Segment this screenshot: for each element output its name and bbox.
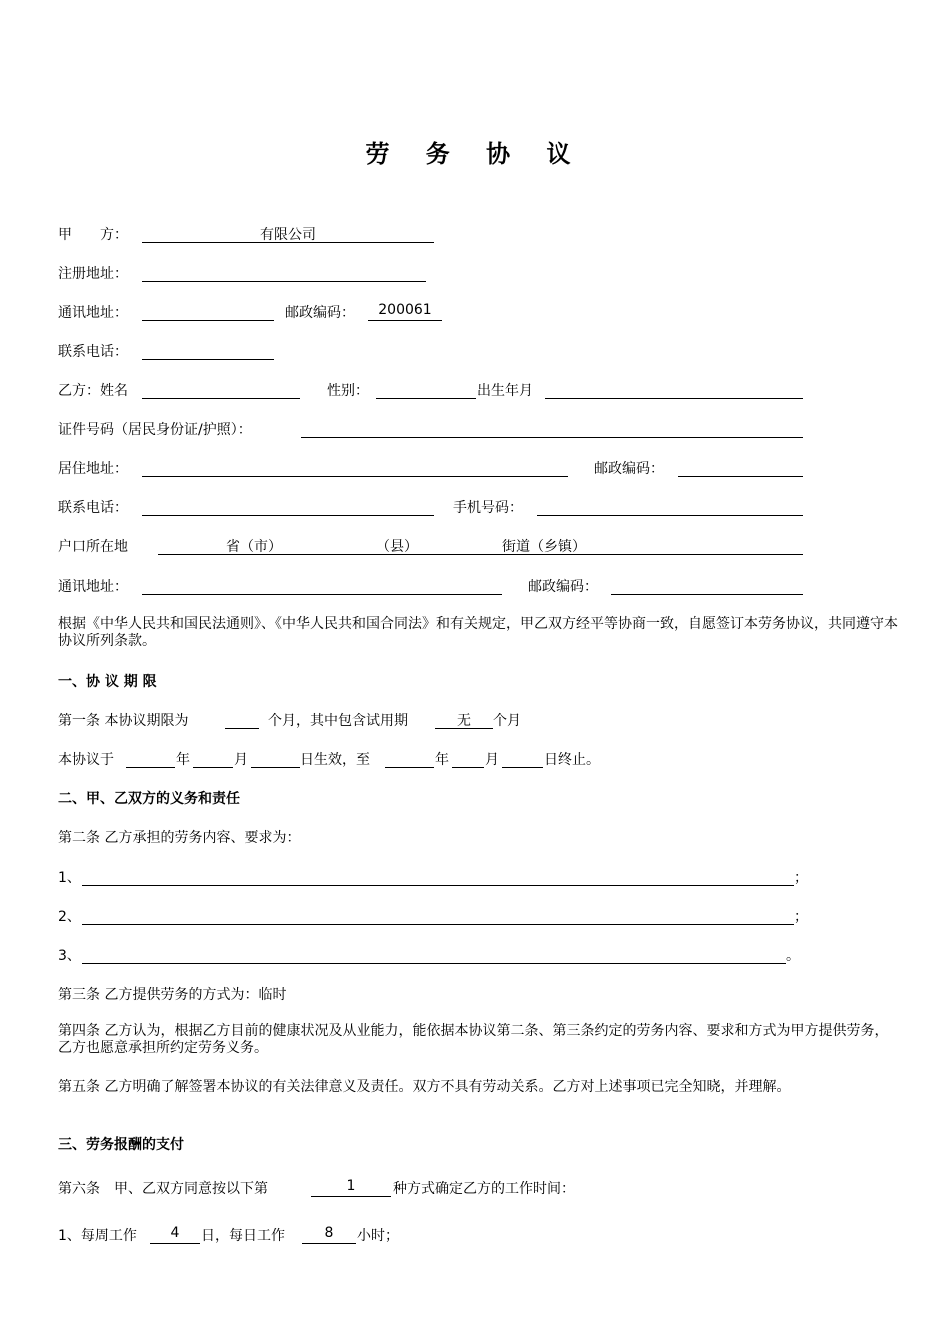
section1-heading: 一、协 议 期 限 [58,674,157,690]
end-day-label: 日终止。 [544,752,600,768]
party-a-phone-field[interactable] [142,341,274,360]
art6-text-b: 种方式确定乙方的工作时间： [393,1181,575,1197]
trial-period-value: 无 [457,713,471,729]
end-month-field[interactable] [452,749,484,768]
party-a-zip-label: 邮政编码： [285,305,355,321]
art6-option-field[interactable] [311,1178,391,1197]
party-b-street-label: 街道（乡镇） [502,539,586,555]
document-title: 劳 务 协 议 [365,140,585,168]
trial-period-field[interactable] [435,710,493,729]
art6-text-a: 第六条 甲、乙双方同意按以下第 [58,1181,268,1197]
party-b-mail-addr-field[interactable] [142,576,502,595]
party-b-county-label: （县） [376,539,418,555]
art1-text-a: 第一条 本协议期限为 [58,713,189,729]
duty-item-1-label: 1、 [58,870,81,886]
start-day-label: 日生效，至 [300,752,370,768]
art2-text: 第二条 乙方承担的劳务内容、要求为： [58,830,301,846]
party-b-phone-label: 联系电话： [58,500,128,516]
duty-item-3-label: 3、 [58,948,81,964]
party-b-birth-label: 出生年月 [477,383,533,399]
end-day-field[interactable] [502,749,543,768]
art1-text-b: 个月，其中包含试用期 [268,713,408,729]
section3-heading: 三、劳务报酬的支付 [58,1137,184,1153]
party-a-name-label: 甲 方： [58,227,128,243]
art6-option-value: 1 [346,1178,356,1194]
start-year-label: 年 [176,752,190,768]
party-b-name-label: 乙方：姓名 [58,383,128,399]
party-a-reg-addr-label: 注册地址： [58,266,128,282]
duty-item-1-end: ； [794,870,808,886]
party-b-id-field[interactable] [301,419,803,438]
opt1-text-a: 1、每周工作 [58,1228,137,1244]
opt1-text-b: 日，每日工作 [201,1228,285,1244]
party-a-reg-addr-field[interactable] [142,263,426,282]
opt1-days-value: 4 [170,1225,180,1241]
end-year-field[interactable] [385,749,434,768]
art3-text: 第三条 乙方提供劳务的方式为：临时 [58,987,287,1003]
party-b-gender-label: 性别： [327,383,369,399]
party-a-mail-addr-field[interactable] [142,302,274,321]
duty-item-2-field[interactable] [82,906,794,925]
start-year-field[interactable] [126,749,175,768]
end-month-label: 月 [485,752,499,768]
party-b-phone-field[interactable] [142,497,434,516]
party-b-birth-field[interactable] [545,380,803,399]
party-b-province-label: 省（市） [226,539,282,555]
party-a-phone-label: 联系电话： [58,344,128,360]
duty-item-3-end: 。 [786,948,800,964]
party-b-zip-field[interactable] [678,458,803,477]
party-b-mobile-label: 手机号码： [453,500,523,516]
party-b-mobile-field[interactable] [537,497,803,516]
start-month-label: 月 [234,752,248,768]
opt1-days-field[interactable] [150,1225,200,1244]
party-b-name-field[interactable] [142,380,300,399]
party-a-zip-field[interactable] [368,302,442,321]
end-year-label: 年 [435,752,449,768]
party-b-zip-label: 邮政编码： [594,461,664,477]
duty-item-2-label: 2、 [58,909,81,925]
effective-text: 本协议于 [58,752,114,768]
start-day-field[interactable] [251,749,300,768]
duty-item-2-end: ； [794,909,808,925]
intro-paragraph: 根据《中华人民共和国民法通则》、《中华人民共和国合同法》和有关规定，甲乙双方经平等协商一致，自愿签订本劳务协议，共同遵守本协议所列条款。 [58,616,898,649]
party-a-name-value: 有限公司 [260,227,316,243]
party-b-gender-field[interactable] [376,380,476,399]
party-b-home-addr-label: 居住地址： [58,461,128,477]
art4-paragraph: 第四条 乙方认为，根据乙方目前的健康状况及从业能力，能依据本协议第二条、第三条约定的劳务内容、要求和方式为甲方提供劳务，乙方也愿意承担所约定劳务义务。 [58,1023,889,1056]
party-b-id-label: 证件号码（居民身份证/护照）： [58,422,252,438]
party-a-name-field[interactable] [142,224,434,243]
duty-item-3-field[interactable] [82,945,786,964]
opt1-hours-field[interactable] [302,1225,356,1244]
opt1-hours-value: 8 [324,1225,334,1241]
start-month-field[interactable] [193,749,233,768]
party-a-zip-value: 200061 [378,302,432,318]
art5-paragraph: 第五条 乙方明确了解签署本协议的有关法律意义及责任。双方不具有劳动关系。乙方对上述事项已完全知晓，并理解。 [58,1079,791,1095]
party-b-home-addr-field[interactable] [142,458,568,477]
art1-text-c: 个月 [493,713,521,729]
opt1-text-c: 小时； [357,1228,399,1244]
party-b-hukou-label: 户口所在地 [58,539,128,555]
party-b-zip2-field[interactable] [611,576,803,595]
party-a-mail-addr-label: 通讯地址： [58,305,128,321]
section2-heading: 二、甲、乙双方的义务和责任 [58,791,240,807]
duty-item-1-field[interactable] [82,867,794,886]
party-b-mail-addr-label: 通讯地址： [58,579,128,595]
term-months-field[interactable] [225,710,259,729]
party-b-zip2-label: 邮政编码： [528,579,598,595]
